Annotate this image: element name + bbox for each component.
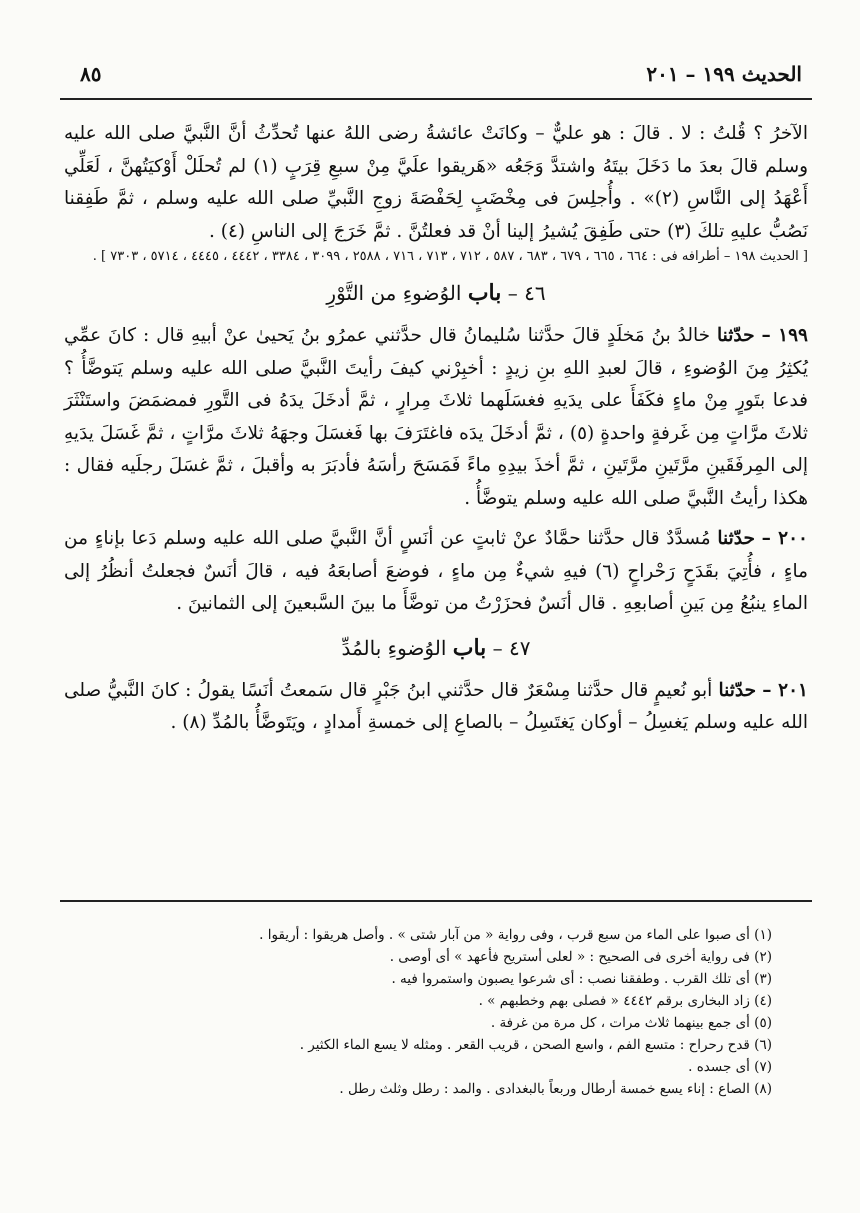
footnote-rule (60, 900, 812, 902)
hadith-199-text: خالدُ بنُ مَخلَدٍ قالَ حدَّثنا سُليمانُ قال حدَّثني عمرُو بنُ يَحيىٰ عنْ أبيهِ قال : كانَ عمِّي يُكثِرُ مِنَ الوُضوءِ ، قالَ لعبدِ اللهِ بنِ زيدٍ : أخبِرْني كيفَ رأيتَ النَّبيَّ صلى الله عليه وسلم يَتوضَّأُ ؟ فدعا بتَورٍ مِنْ ماءٍ فكَفَأَ على يدَيهِ فغسَلَهما ثلاثَ مِرارٍ ، ثمَّ أدخَلَ يدَهُ فى التَّورِ فمضمَضَ واستَنْثَرَ ثلاثَ مرَّاتٍ مِن غَرفةٍ واحدةٍ (٥) ، ثمَّ أدخَلَ يدَه فاغتَرَفَ بها فَغسَلَ وجهَهُ ثلاثَ مرَّاتٍ ، ثمَّ غَسَلَ يدَيهِ إلى المِرفَقَينِ مرَّتَينِ مرَّتَينِ ، ثمَّ أخذَ بيدِهِ ماءً فَمَسَحَ رأسَهُ فأدبَرَ به وأقبلَ ، ثمَّ غسَلَ رجلَيه فقال : هكذا رأيتُ النَّبيَّ صلى الله عليه وسلم يتوضَّأُ . (64, 325, 808, 509)
hadith-200 (64, 523, 808, 621)
hadith-198-continuation: الآخرُ ؟ قُلتُ : لا . قالَ : هو عليٌّ – وكانَتْ عائشةُ رضى اللهُ عنها تُحدِّثُ أنَّ النَّبيَّ صلى الله عليه وسلم قالَ بعدَ ما دَخَلَ بيتَهُ واشتدَّ وَجَعُه «هَريقوا علَيَّ مِنْ سبعِ قِرَبٍ (١) لم تُحلَلْ أَوْكيَتُهنَّ ، لَعَلِّي أَعْهَدُ إلى النَّاسِ (٢)» . وأُجلِسَ فى مِخْضَبٍ لِحَفْصَةَ زوجِ النَّبيِّ صلى الله عليه وسلم ، ثمَّ طَفِقنا نَصُبُّ عليهِ تلكَ (٣) حتى طَفِقَ يُشيرُ إلينا أنْ قد فعلتُنَّ . ثمَّ خَرَجَ إلى الناسِ (٤) . (64, 123, 809, 242)
hadith-201-text: أبو نُعيمٍ قال حدَّثنا مِسْعَرٌ قال حدَّثني ابنُ جَبْرٍ قال سَمعتُ أنَسًا يقولُ : كانَ النَّبيُّ صلى الله عليه وسلم يَغسِلُ – أوكان يَغتَسِلُ – بالصاعِ إلى خمسةِ أَمدادٍ ، ويَتَوضَّأُ بالمُدِّ (٨) . (64, 679, 808, 733)
hadith-198-references: [ الحديث ١٩٨ – أطرافه فى : ٦٦٤ ، ٦٦٥ ، ٦٧٩ ، ٦٨٣ ، ٥٨٧ ، ٧١٢ ، ٧١٣ ، ٧١٦ ، ٢٥٨٨ ، ٣٠٩٩ ، ٣٣٨٤ ، ٤٤٤٢ ، ٤٤٤٥ ، ٥٧١٤ ، ٧٣٠٣ ] . (92, 249, 808, 264)
page-number: ٨٥ (80, 62, 102, 86)
hadith-199-haddathana: حدّثنا (717, 325, 755, 346)
chapter-46-heading (64, 276, 808, 310)
book-page (60, 52, 812, 1172)
footnote-1: (١) أى صبوا على الماء من سبع قرب ، وفى رواية « من آبار شتى » . وأصل هريقوا : أريقوا . (259, 927, 772, 943)
footnote-5: (٥) أى جمع بينهما ثلاث مرات ، كل مرة من غرفة . (490, 1015, 772, 1031)
hadith-199-number: ١٩٩ – (761, 325, 808, 346)
chapter-46-title: الوُضوءِ من التَّوْرِ (326, 281, 462, 305)
hadith-200-haddathana: حدّثنا (717, 528, 755, 549)
footnote-6: (٦) قدح رحراح : متسع الفم ، واسع الصحن ، قريب القعر . ومثله لا يسع الماء الكثير . (299, 1037, 772, 1053)
footnote-8: (٨) الصاع : إناء يسع خمسة أرطال وربعاً بالبغدادى . والمد : رطل وثلث رطل . (339, 1081, 772, 1097)
running-title: الحديث ١٩٩ – ٢٠١ (646, 62, 802, 86)
chapter-47-bab: باب (452, 634, 487, 661)
chapter-47-number: ٤٧ – (492, 635, 531, 660)
chapter-46-number: ٤٦ – (507, 281, 546, 305)
footnote-4: (٤) زاد البخارى برقم ٤٤٤٢ « فصلى بهم وخطبهم » . (478, 993, 772, 1009)
chapter-47-heading (64, 631, 808, 665)
hadith-200-number: ٢٠٠ – (761, 528, 808, 549)
hadith-200-text: مُسدَّدٌ قال حدَّثنا حمَّادٌ عنْ ثابتٍ عن أنَسٍ أنَّ النَّبيَّ صلى الله عليه وسلم دَعا بإناءٍ من ماءٍ ، فأُتِيَ بقَدَحٍ رَحْراحٍ (٦) فيهِ شيءٌ مِن ماءٍ ، فوضعَ أصابعَهُ فيه ، قالَ أنَسٌ فجعلتُ أنظُرُ إلى الماءِ ينبُعُ مِن بَينِ أصابعِهِ . قال أنَسٌ فحزَرْتُ من توضَّأَ ما بينَ السَّبعينَ إلى الثمانينَ . (64, 528, 808, 614)
page-header (60, 62, 812, 96)
main-text (64, 118, 808, 740)
hadith-201 (64, 675, 808, 740)
hadith-201-number: ٢٠١ – (762, 679, 808, 701)
hadith-201-haddathana: حدّثنا (718, 679, 757, 701)
chapter-47-title: الوُضوءِ بالمُدِّ (341, 635, 447, 660)
footnote-2: (٢) فى رواية أخرى فى الصحيح : « لعلى أستريح فأعهد » أى أوصى . (389, 949, 772, 965)
footnotes (100, 924, 772, 1100)
hadith-199 (64, 320, 808, 515)
chapter-46-bab: باب (467, 280, 502, 306)
header-rule (60, 98, 812, 100)
footnote-7: (٧) أى جسده . (688, 1059, 772, 1075)
footnote-3: (٣) أى تلك القرب . وطفقنا نصب : أى شرعوا يصبون واستمروا فيه . (391, 971, 772, 987)
